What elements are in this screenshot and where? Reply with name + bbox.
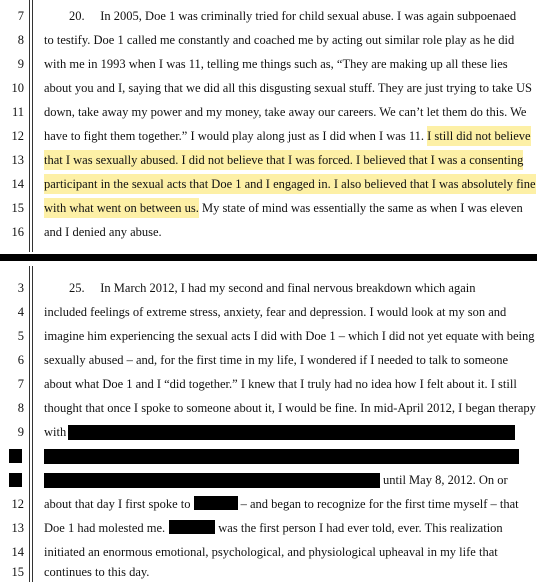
line-number: 16 bbox=[11, 225, 24, 239]
line bbox=[0, 540, 537, 564]
line-number: 12 bbox=[11, 129, 24, 143]
line bbox=[0, 28, 537, 52]
line-number: 10 bbox=[11, 81, 24, 95]
line-text: initiated an enormous emotional, psychological, and physiological upheaval in my life that bbox=[44, 545, 498, 559]
text-segment: Doe 1 had molested me. bbox=[44, 521, 166, 535]
line bbox=[0, 196, 537, 220]
line-number: 12 bbox=[11, 497, 24, 511]
line-text: to testify. Doe 1 called me constantly and coached me by acting out similar role play as he did bbox=[44, 33, 515, 47]
line bbox=[0, 562, 537, 582]
line-text: until May 8, 2012. On or bbox=[383, 473, 508, 487]
line-number: 13 bbox=[11, 521, 24, 535]
line-number: 8 bbox=[17, 401, 24, 415]
line-text: 25. In March 2012, I had my second and final nervous breakdown which again bbox=[44, 281, 476, 295]
line bbox=[0, 348, 537, 372]
line bbox=[0, 76, 537, 100]
line bbox=[0, 300, 537, 324]
line-text: included feelings of extreme stress, anxiety, fear and depression. I would look at my son and bbox=[44, 305, 507, 319]
line bbox=[0, 516, 537, 540]
text-segment: about that day I first spoke to bbox=[44, 497, 191, 511]
line-number: 6 bbox=[17, 353, 24, 367]
line bbox=[0, 100, 537, 124]
redaction-bar bbox=[44, 473, 380, 488]
excerpt-2 bbox=[0, 266, 537, 582]
line bbox=[0, 4, 537, 28]
redaction-bar bbox=[68, 425, 515, 440]
line-text: thought that once I spoke to someone about it, I would be fine. In mid-April 2012, I began therapy bbox=[44, 401, 536, 415]
line-number: 7 bbox=[17, 377, 24, 391]
highlighted-text: I still did not believe bbox=[427, 126, 530, 146]
line bbox=[0, 148, 537, 172]
line-number: 15 bbox=[11, 565, 24, 579]
excerpt-1 bbox=[0, 0, 537, 252]
line-text bbox=[44, 516, 523, 540]
line-text: with me in 1993 when I was 11, telling me things such as, “They are making up all these lies bbox=[44, 57, 508, 71]
line-text: about what Doe 1 and I “did together.” I knew that I truly had no idea how I felt about it. I still bbox=[44, 377, 517, 391]
line-text: with bbox=[44, 425, 67, 439]
line bbox=[0, 220, 537, 244]
redaction-bar bbox=[169, 520, 215, 534]
line-number: 11 bbox=[11, 105, 24, 119]
line-number: 7 bbox=[17, 9, 24, 23]
separator-bar bbox=[0, 254, 537, 261]
line-number: 15 bbox=[11, 201, 24, 215]
redaction-bar bbox=[44, 449, 519, 464]
highlighted-text: participant in the sexual acts that Doe 1 and I engaged in. I also believed that I was absolutely fine bbox=[44, 174, 536, 194]
line-number: 13 bbox=[11, 153, 24, 167]
line-number: 5 bbox=[17, 329, 24, 343]
line-text: sexually abused – and, for the first time in my life, I wondered if I needed to talk to someone bbox=[44, 353, 509, 367]
highlighted-text: with what went on between us. bbox=[44, 198, 199, 218]
line-text bbox=[44, 124, 531, 148]
line-number: 9 bbox=[17, 57, 24, 71]
line-number: 14 bbox=[11, 545, 24, 559]
line bbox=[0, 492, 537, 516]
line-text bbox=[44, 196, 523, 220]
text-segment: – and began to recognize for the first time myself – that bbox=[237, 497, 519, 511]
text-segment: My state of mind was essentially the same as when I was eleven bbox=[198, 201, 523, 215]
line bbox=[0, 396, 537, 420]
line-number: 4 bbox=[17, 305, 24, 319]
highlighted-text: that I was sexually abused. I did not believe that I was forced. I believed that I was a consenting bbox=[44, 150, 523, 170]
line bbox=[0, 124, 537, 148]
line-text: imagine him experiencing the sexual acts I did with Doe 1 – which I did not yet equate with being bbox=[44, 329, 535, 343]
line bbox=[0, 372, 537, 396]
line bbox=[0, 324, 537, 348]
line-text bbox=[44, 148, 523, 172]
line-text: 20. In 2005, Doe 1 was criminally tried for child sexual abuse. I was again subpoenaed bbox=[44, 9, 517, 23]
text-segment: have to fight them together.” I would play along just as I did when I was 11. bbox=[44, 129, 428, 143]
redacted-line-number bbox=[9, 473, 22, 487]
redaction-bar bbox=[194, 496, 238, 510]
line-text bbox=[44, 492, 523, 516]
line-text: about you and I, saying that we did all this disgusting sexual stuff. They are just trying to take US bbox=[44, 81, 533, 95]
text-segment: was the first person I had ever told, ever. This realization bbox=[215, 521, 503, 535]
line-text: and I denied any abuse. bbox=[44, 225, 162, 239]
redacted-line-number bbox=[9, 449, 22, 463]
line-number: 9 bbox=[17, 425, 24, 439]
line bbox=[0, 52, 537, 76]
line-number: 3 bbox=[17, 281, 24, 295]
line-text: continues to this day. bbox=[44, 565, 150, 579]
line-number: 14 bbox=[11, 177, 24, 191]
line bbox=[0, 276, 537, 300]
line-text bbox=[44, 172, 536, 196]
line-number: 8 bbox=[17, 33, 24, 47]
line bbox=[0, 172, 537, 196]
line-text: down, take away my power and my money, take away our careers. We can’t let them do this. We bbox=[44, 105, 527, 119]
